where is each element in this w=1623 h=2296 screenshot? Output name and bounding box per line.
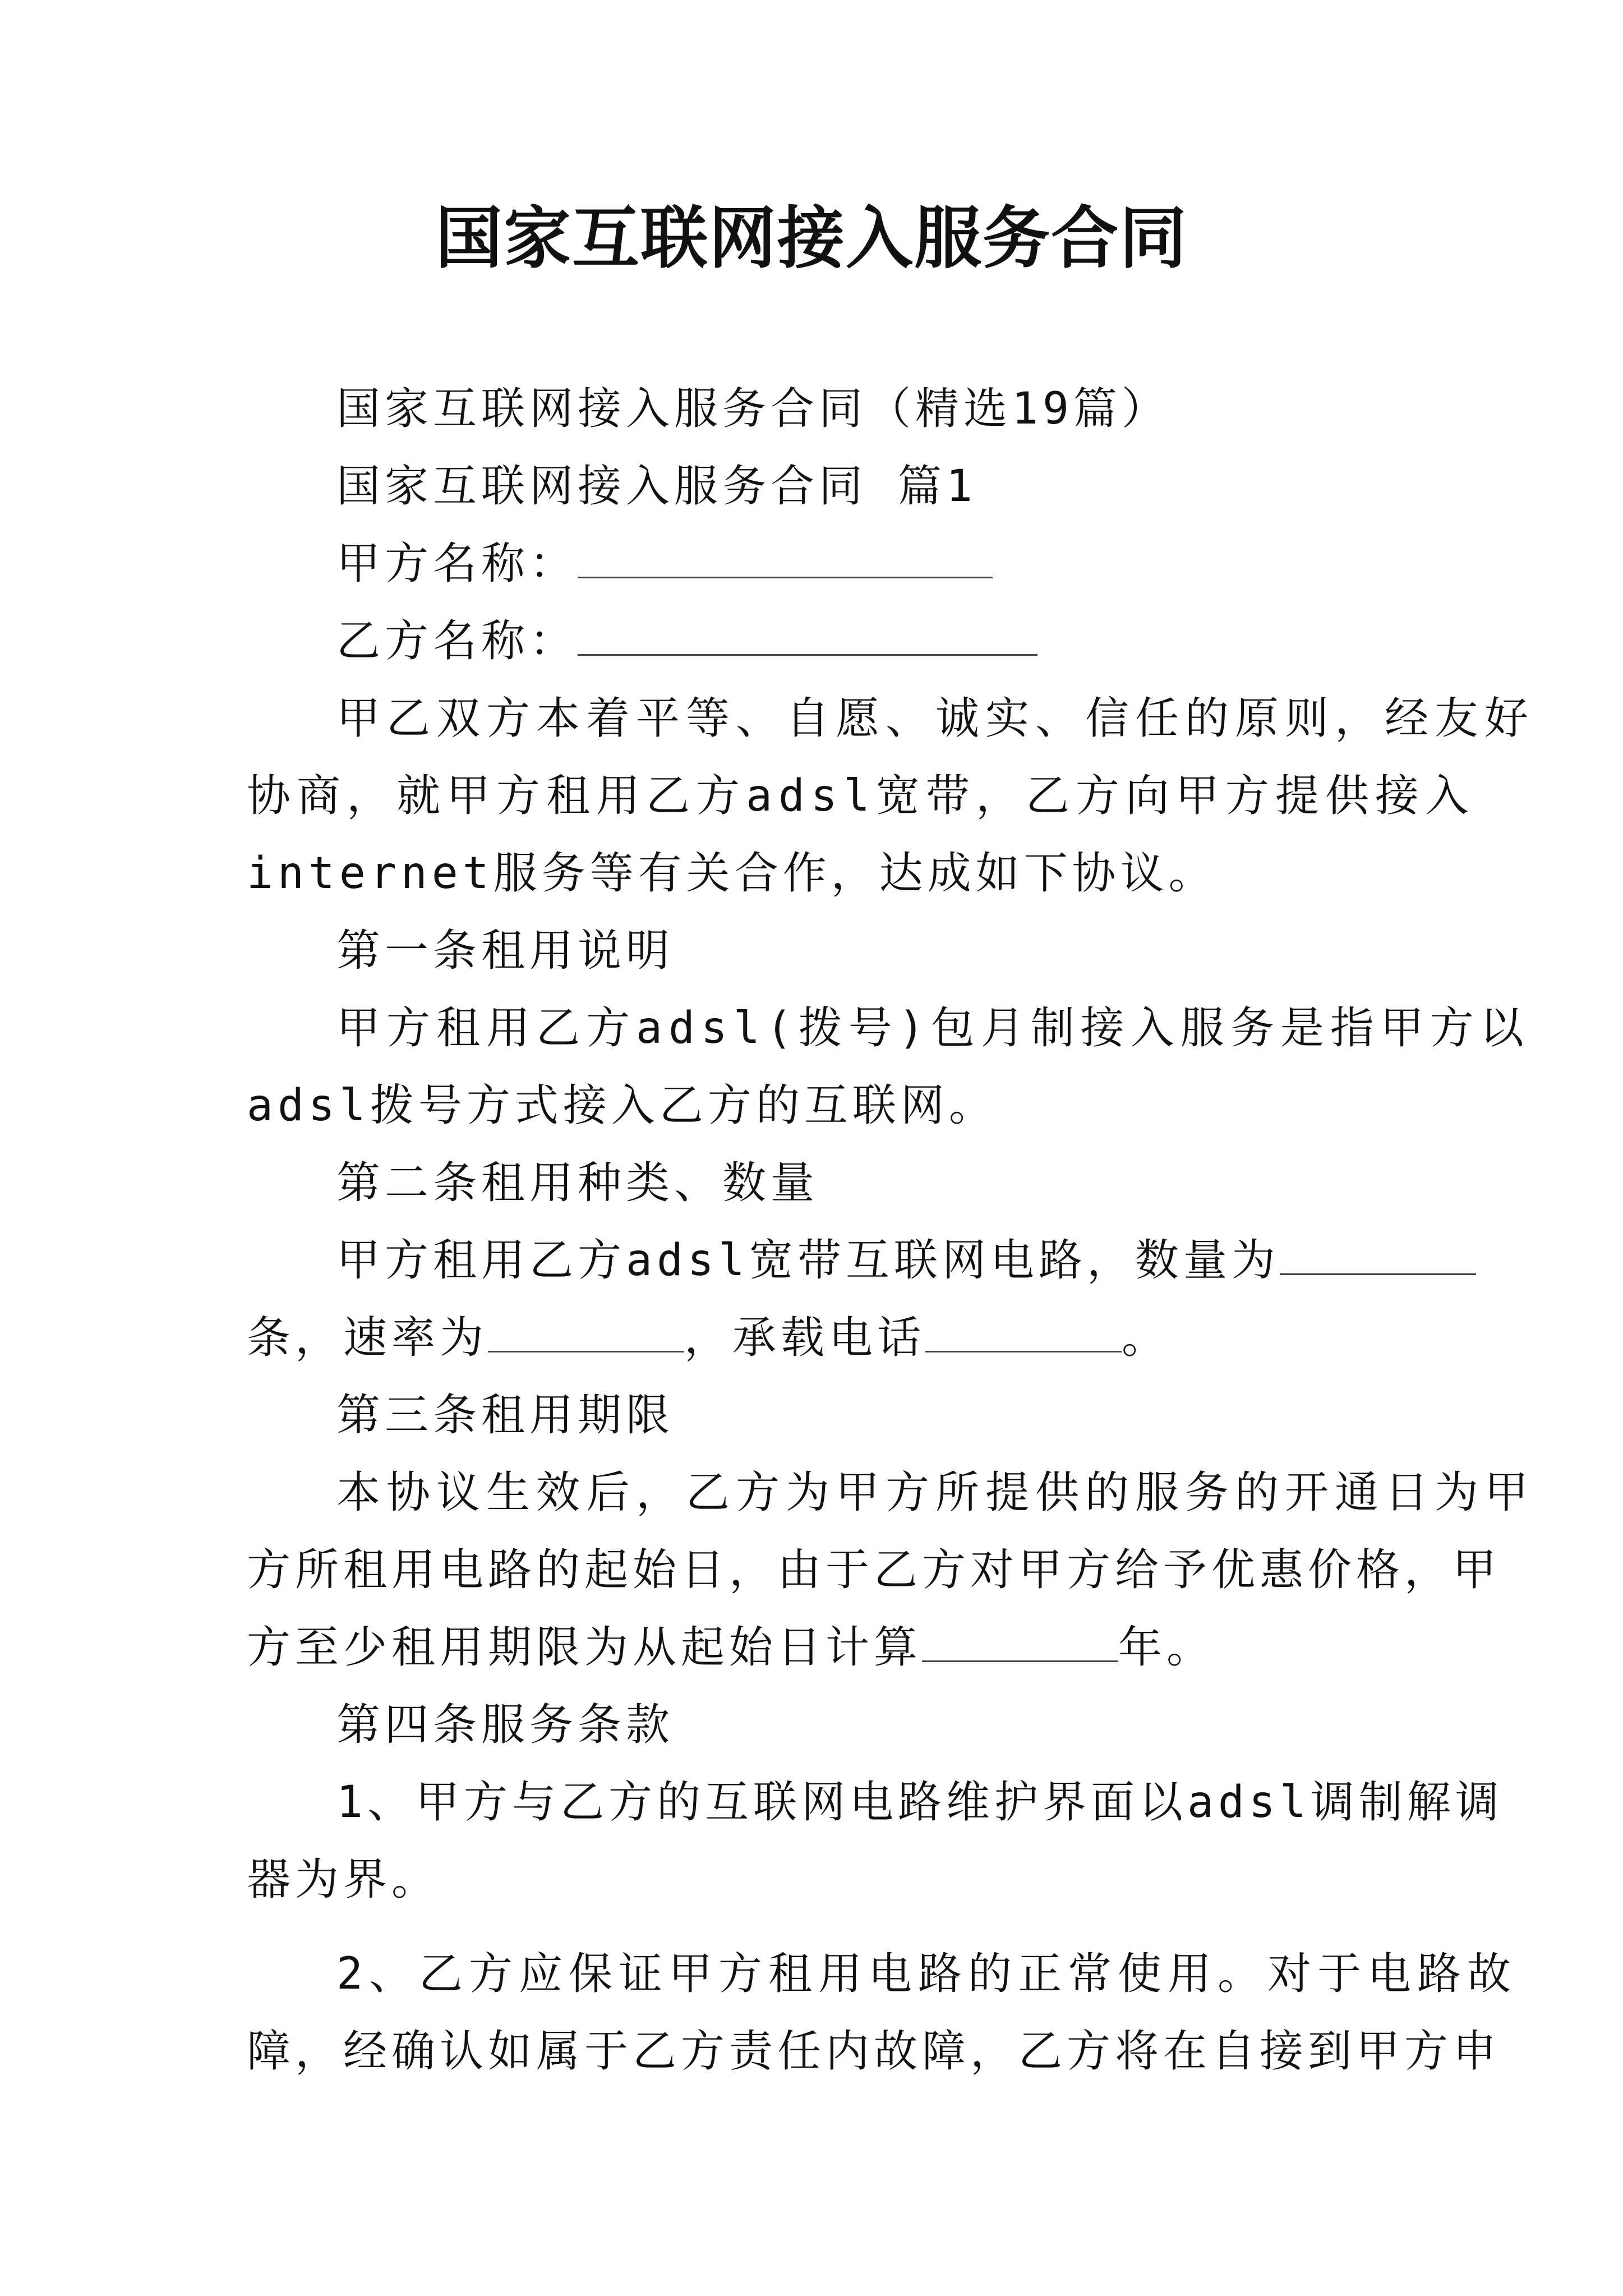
party-a-name-blank [578, 540, 993, 578]
section-heading: 第三条租用期限 [336, 1390, 675, 1441]
section-heading: 第二条租用种类、数量 [336, 1158, 819, 1208]
section-heading: 第四条服务条款 [336, 1700, 675, 1750]
collection-heading: 国家互联网接入服务合同（精选19篇） [336, 384, 1170, 434]
paragraph-line: adsl拨号方式接入乙方的互联网。 [247, 1080, 997, 1131]
quantity-row [247, 1222, 1391, 1299]
document-body [247, 370, 1535, 2090]
quantity-blank [1280, 1236, 1476, 1275]
party-b-name-row [247, 602, 1391, 680]
section-heading: 第一条租用说明 [336, 926, 675, 976]
rate-row [247, 1299, 1391, 1377]
paragraph-line: 本协议生效后，乙方为甲方所提供的服务的开通日为甲 [336, 1467, 1535, 1518]
party-b-name-blank [578, 617, 1038, 656]
paragraph-line: 协商，就甲方租用乙方adsl宽带，乙方向甲方提供接入 [247, 771, 1475, 821]
quantity-text: 甲方租用乙方adsl宽带互联网电路，数量为 [336, 1235, 1280, 1286]
term-unit: 年。 [1118, 1622, 1215, 1673]
party-a-name-row [247, 525, 1391, 602]
paragraph-line: 障，经确认如属于乙方责任内故障，乙方将在自接到甲方申 [247, 2026, 1501, 2077]
paragraph-line: internet服务等有关合作，达成如下协议。 [247, 848, 1217, 899]
paragraph-line: 方所租用电路的起始日，由于乙方对甲方给予优惠价格，甲 [247, 1545, 1501, 1595]
party-a-label: 甲方名称： [336, 539, 578, 589]
paragraph-line: 器为界。 [247, 1855, 440, 1905]
phone-text: ，承载电话 [684, 1313, 926, 1363]
paragraph-line: 1、甲方与乙方的互联网电路维护界面以adsl调制解调 [336, 1777, 1504, 1828]
term-row [247, 1609, 1391, 1686]
article-heading: 国家互联网接入服务合同 篇1 [336, 461, 977, 512]
paragraph-line: 甲乙双方本着平等、自愿、诚实、信任的原则，经友好 [336, 693, 1535, 744]
term-years-blank [922, 1623, 1118, 1662]
rate-text: 条，速率为 [247, 1313, 488, 1363]
document-title: 国家互联网接入服务合同 [435, 199, 1188, 278]
paragraph-line: 甲方租用乙方adsl(拨号)包月制接入服务是指甲方以 [336, 1003, 1530, 1053]
period-mark: 。 [1122, 1313, 1170, 1363]
term-text: 方至少租用期限为从起始日计算 [247, 1622, 923, 1673]
paragraph-line: 2、乙方应保证甲方租用电路的正常使用。对于电路故 [336, 1949, 1517, 1999]
party-b-label: 乙方名称： [336, 616, 578, 666]
rate-blank [488, 1314, 684, 1352]
phone-blank [925, 1314, 1122, 1352]
